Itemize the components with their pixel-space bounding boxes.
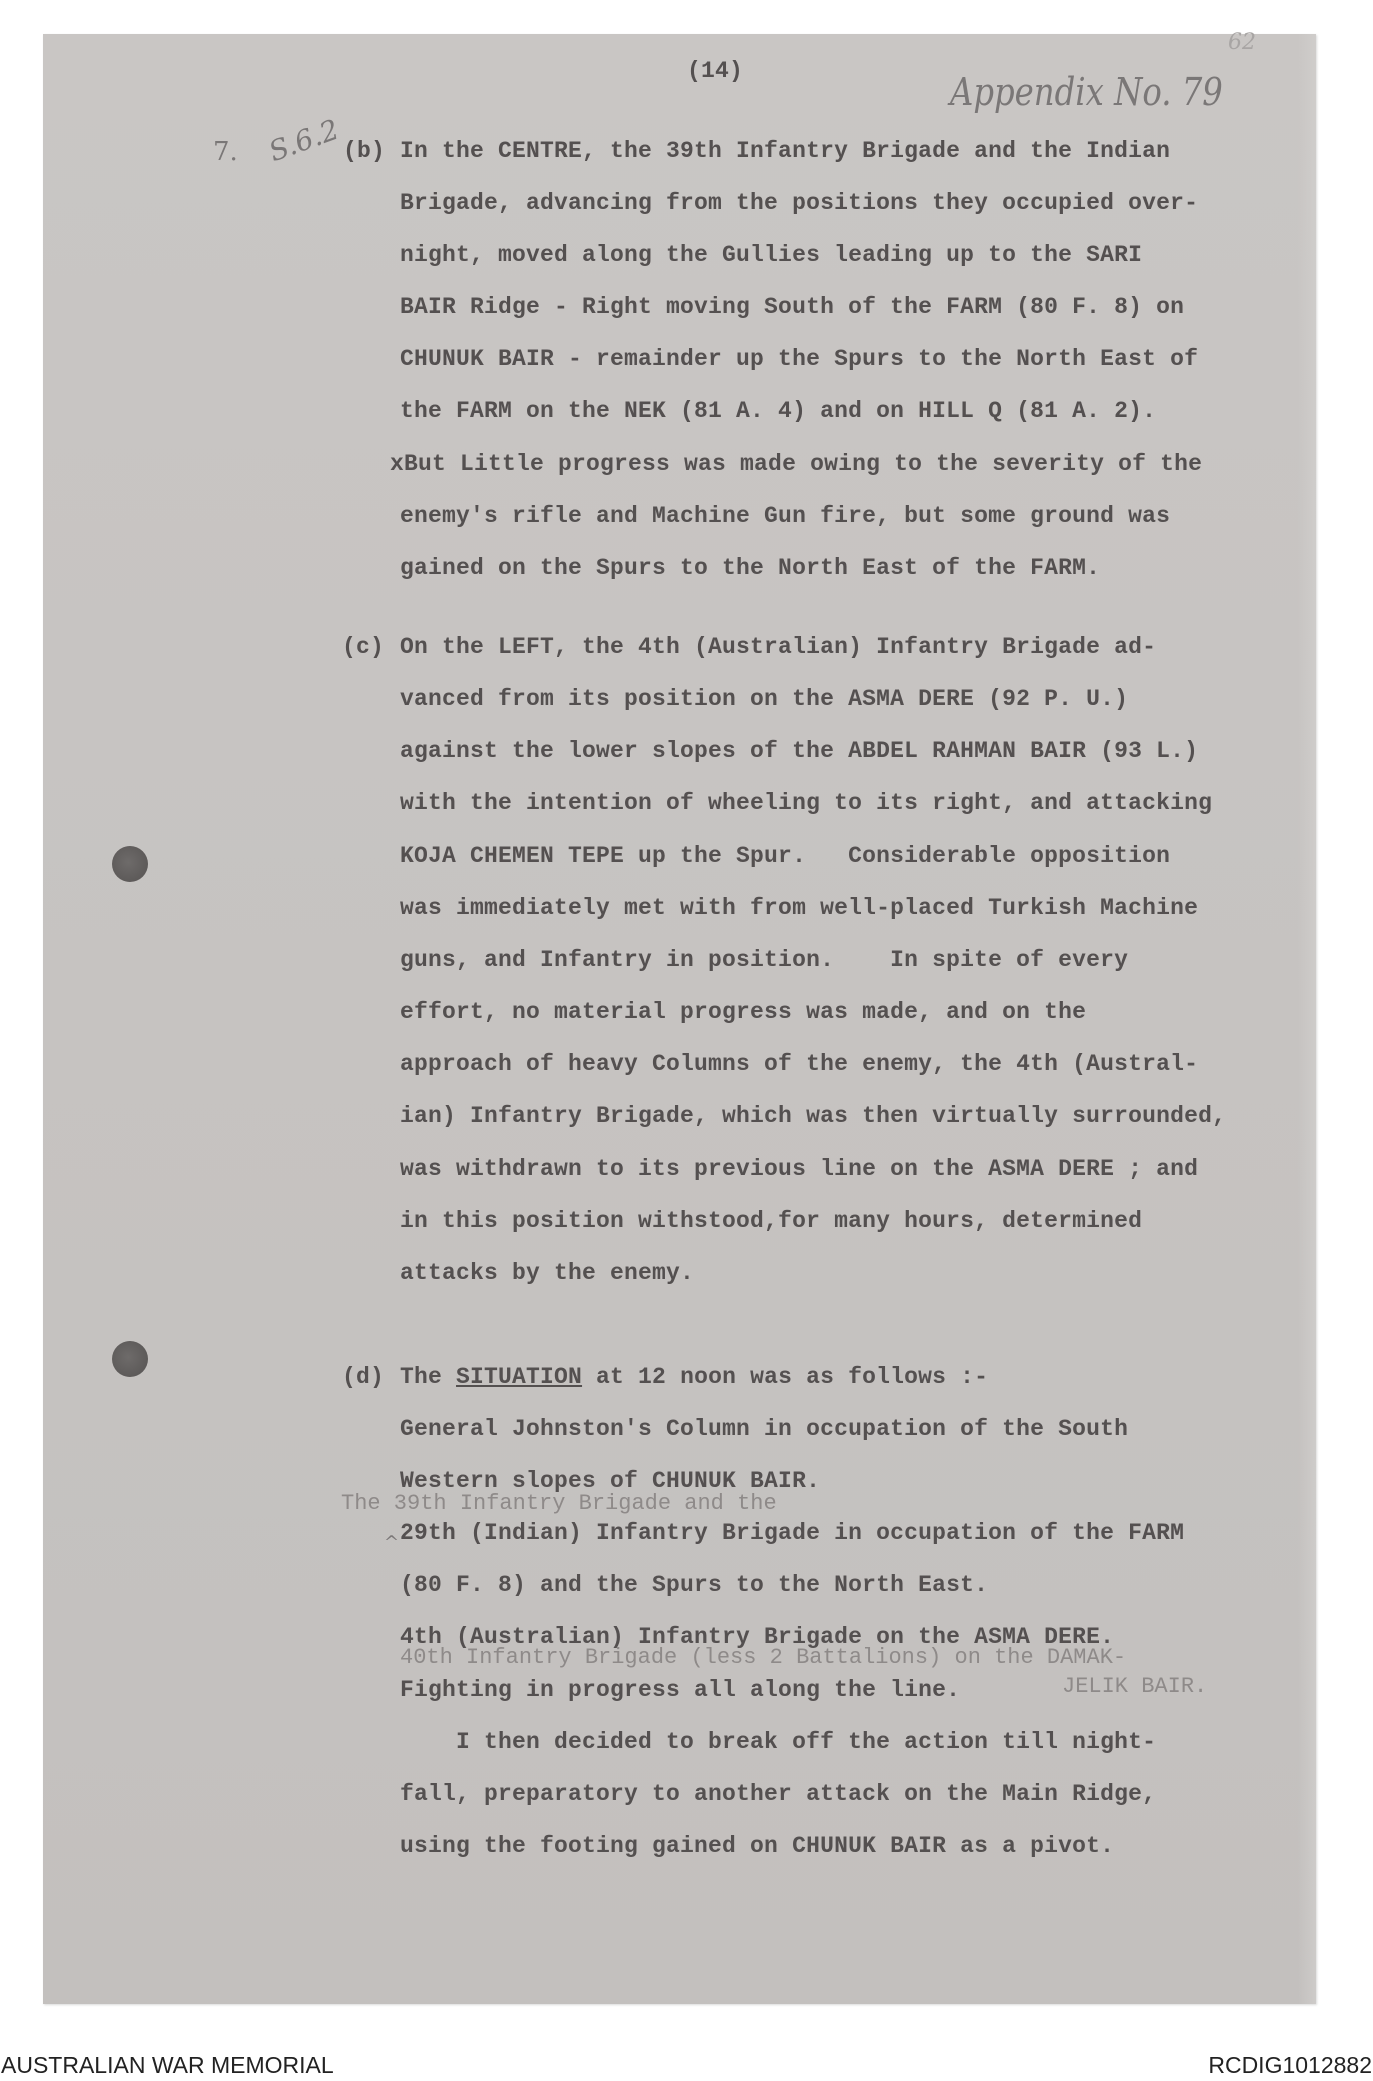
para-b-line: xBut Little progress was made owing to the severity of the — [390, 451, 1203, 477]
para-d-line: 29th (Indian) Infantry Brigade in occupation of the FARM — [400, 1520, 1185, 1546]
appendix-label: Appendix No. 79 — [950, 70, 1223, 114]
inserted-text: JELIK BAIR. — [1062, 1674, 1208, 1699]
para-b-line: night, moved along the Gullies leading up to the SARI — [400, 242, 1143, 268]
inserted-text: 40th Infantry Brigade (less 2 Battalions) on the DAMAK- — [400, 1645, 1127, 1670]
para-b-line: the FARM on the NEK (81 A. 4) and on HILL Q (81 A. 2). — [400, 398, 1157, 424]
para-c-line: effort, no material progress was made, and on the — [400, 999, 1087, 1025]
insertion-caret: ^ — [384, 1532, 400, 1553]
closing-line: using the footing gained on CHUNUK BAIR as a pivot. — [400, 1833, 1115, 1859]
para-b-line: BAIR Ridge - Right moving South of the FARM (80 F. 8) on — [400, 294, 1185, 320]
para-b-line: gained on the Spurs to the North East of the FARM. — [400, 555, 1101, 581]
para-c-line: ian) Infantry Brigade, which was then virtually surrounded, — [400, 1103, 1227, 1129]
margin-note: S.6.2 — [264, 112, 344, 169]
para-d-line: General Johnston's Column in occupation of the South — [400, 1416, 1129, 1442]
situation-underlined: SITUATION — [456, 1364, 583, 1390]
para-c-line: was immediately met with from well-placed Turkish Machine — [400, 895, 1199, 921]
corner-number: 62 — [1228, 30, 1256, 55]
closing-line: fall, preparatory to another attack on the Main Ridge, — [400, 1781, 1157, 1807]
footer-id: RCDIG1012882 — [1208, 2052, 1372, 2078]
para-c-line: against the lower slopes of the ABDEL RAHMAN BAIR (93 L.) — [400, 738, 1199, 764]
para-b-line: In the CENTRE, the 39th Infantry Brigade and the Indian — [400, 138, 1171, 164]
para-c-label: (c) — [342, 634, 385, 660]
para-d-line: 4th (Australian) Infantry Brigade on the ASMA DERE. — [400, 1624, 1115, 1650]
para-b-line: enemy's rifle and Machine Gun fire, but some ground was — [400, 503, 1171, 529]
page-number: (14) — [687, 58, 744, 84]
para-d-line: (80 F. 8) and the Spurs to the North East. — [400, 1572, 989, 1598]
footer-institution: AUSTRALIAN WAR MEMORIAL — [1, 2052, 334, 2078]
para-c-line: guns, and Infantry in position. In spite of every — [400, 947, 1129, 973]
para-c-line: approach of heavy Columns of the enemy, the 4th (Austral- — [400, 1051, 1199, 1077]
para-b-line: Brigade, advancing from the positions they occupied over- — [400, 190, 1199, 216]
para-c-line: was withdrawn to its previous line on the ASMA DERE ; and — [400, 1156, 1199, 1182]
closing-line: I then decided to break off the action till night- — [400, 1729, 1157, 1755]
margin-number: 7. — [213, 137, 238, 167]
para-d-label: (d) — [342, 1364, 385, 1390]
para-c-line: attacks by the enemy. — [400, 1260, 695, 1286]
para-b-label: (b) — [343, 138, 386, 164]
para-c-line: On the LEFT, the 4th (Australian) Infantry Brigade ad- — [400, 634, 1157, 660]
para-d-line: Western slopes of CHUNUK BAIR. — [400, 1468, 821, 1494]
para-c-line: in this position withstood,for many hours, determined — [400, 1208, 1143, 1234]
inserted-text: The 39th Infantry Brigade and the — [341, 1491, 777, 1516]
para-b-line: CHUNUK BAIR - remainder up the Spurs to the North East of — [400, 346, 1199, 372]
para-d-intro: The SITUATION at 12 noon was as follows :- — [400, 1364, 989, 1390]
para-c-line: with the intention of wheeling to its right, and attacking — [400, 790, 1213, 816]
para-c-line: KOJA CHEMEN TEPE up the Spur. Considerable opposition — [400, 843, 1171, 869]
para-c-line: vanced from its position on the ASMA DERE (92 P. U.) — [400, 686, 1129, 712]
punch-hole — [112, 846, 148, 882]
punch-hole — [112, 1341, 148, 1377]
para-d-line: Fighting in progress all along the line. — [400, 1677, 961, 1703]
